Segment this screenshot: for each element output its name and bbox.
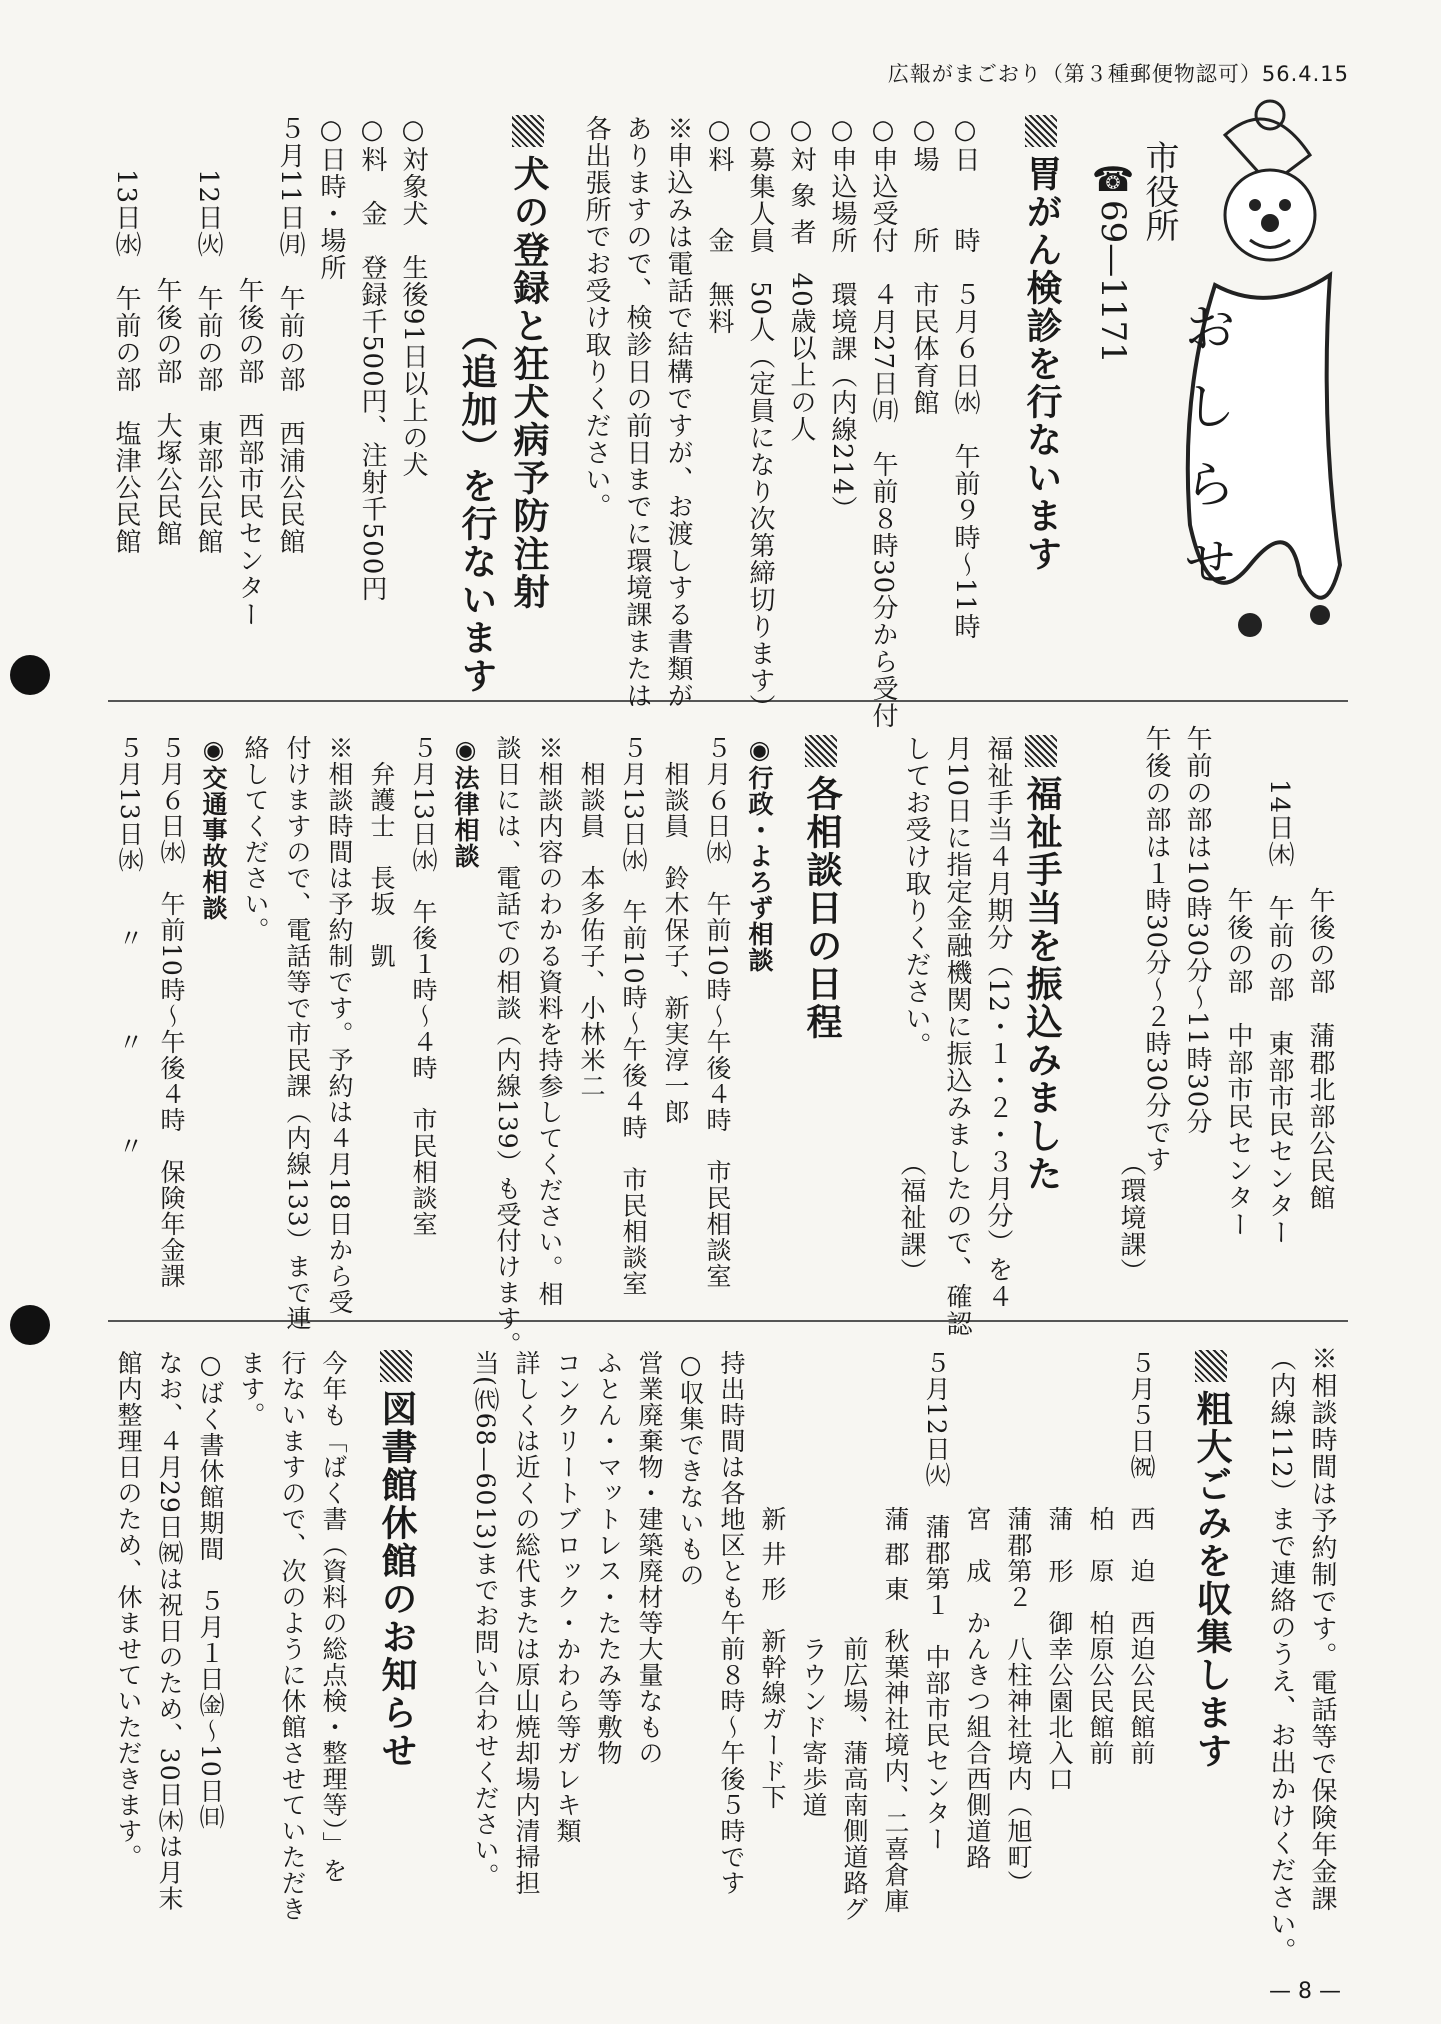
text-line: ○申込場所 環境課（内線214） <box>827 115 857 523</box>
section-body <box>575 115 985 729</box>
text-line: 柏 原 柏原公民館前 <box>1086 1350 1115 1766</box>
section-body <box>1260 1345 1342 1965</box>
section-mark-icon <box>805 735 837 767</box>
text-line: 午後の部 大塚公民館 <box>152 115 182 547</box>
text-line: なお、４月29日㈷は祝日のため、30日㈭は月末 <box>155 1350 184 1912</box>
text-line: ふとん・マットレス・たたみ等敷物 <box>594 1350 623 1766</box>
section-title: 各相談日の日程 <box>795 735 847 1041</box>
text-line: ○場 所 市民体育館 <box>909 115 939 416</box>
text-line: 前広場、蒲高南側道路グ <box>840 1350 869 1922</box>
text-line: （内線112）まで連絡のうえ、お出かけください。 <box>1266 1345 1296 1965</box>
text-line: 当(㈹68—6013)までお問い合わせください。 <box>471 1350 500 1889</box>
text-line: 館内整理日のため、休ませていただきます。 <box>114 1350 143 1870</box>
text-line: 宮 成 かんきつ組合西側道路 <box>963 1350 992 1870</box>
text-line: ５月６日㈬ 午前10時〜午後４時 市民相談室 <box>703 735 732 1289</box>
office-name: 市役所 <box>1139 140 1179 242</box>
office-phone: ☎69—1171 <box>1093 160 1133 364</box>
section-body <box>1135 725 1340 1246</box>
section-body <box>465 1350 1162 1922</box>
text-line: 午後の部 中部市民センター <box>1223 725 1253 1238</box>
text-line: ５月13日㈬ 午前10時〜午後４時 市民相談室 <box>619 735 648 1297</box>
text-line: ※申込みは電話で結構ですが、お渡しする書類が <box>663 115 693 709</box>
text-line: ○料 金 無料 <box>704 115 734 335</box>
section-body <box>108 1350 354 1922</box>
section-note: （環境課） <box>1116 1150 1146 1285</box>
text-line: ラウンド寄歩道 <box>799 1350 828 1818</box>
banner-text <box>1175 290 1245 602</box>
text-line: ※相談内容のわかる資料を持参してください。相 <box>535 735 564 1307</box>
text-line: ５月６日㈬ 午前10時〜午後４時 保険年金課 <box>157 735 186 1289</box>
text-line: ます。 <box>237 1350 266 1428</box>
text-line: 絡してください。 <box>241 735 270 943</box>
text-line: 月10日に指定金融機関に振込みましたので、確認 <box>942 735 972 1338</box>
text-line: ５月13日㈬ 午後１時〜４時 市民相談室 <box>409 735 438 1237</box>
punch-hole <box>10 1305 50 1345</box>
section-mark-icon <box>1025 735 1057 767</box>
section-title: 図書館休館のお知らせ <box>370 1350 422 1770</box>
text-line: 談日には、電話での相談（内線139）も受付けます。 <box>493 735 522 1358</box>
text-line: 今年も「ばく書（資料の総点検・整理等）」を <box>319 1350 348 1884</box>
text-line: 午後の部 蒲郡北部公民館 <box>1305 725 1335 1211</box>
banner-char: せ <box>1185 534 1235 592</box>
page-number: — 8 — <box>1269 1979 1341 2004</box>
text-line: 付けますので、電話等で市民課（内線133）まで連 <box>283 735 312 1332</box>
text-line: 蒲 形 御幸公園北入口 <box>1045 1350 1074 1792</box>
text-line: ◉行政・よろず相談 <box>745 735 774 973</box>
banner-char: し <box>1185 378 1235 436</box>
text-line: ◉交通事故相談 <box>199 735 228 921</box>
section-note: （福祉課） <box>896 1150 926 1285</box>
text-line: ○対 象 者 40歳以上の人 <box>786 115 816 443</box>
text-line: ※相談時間は予約制です。電話等で保険年金課 <box>1307 1345 1337 1912</box>
text-line: ○対象犬 生後91日以上の犬 <box>398 115 428 479</box>
section-mark-icon <box>1025 115 1057 147</box>
text-line: 午前の部は10時30分〜11時30分 <box>1182 725 1212 1136</box>
text-line: 各出張所でお受け取りください。 <box>581 115 611 520</box>
section-mark-icon <box>512 115 544 147</box>
text-line: 13日㈬ 午前の部 塩津公民館 <box>111 115 141 556</box>
text-line: 新 井 形 新幹線ガード下 <box>758 1350 787 1810</box>
page-header: 広報がまごおり（第３種郵便物認可）56.4.15 <box>887 62 1349 86</box>
text-line: コンクリートブロック・かわら等ガレキ類 <box>553 1350 582 1844</box>
text-line: 持出時間は各地区とも午前８時〜午後５時です <box>717 1350 746 1896</box>
text-line: ◉法律相談 <box>451 735 480 869</box>
text-line: ○料 金 登録千500円、注射千500円 <box>357 115 387 603</box>
banner-char: ら <box>1185 456 1235 514</box>
text-line: 蒲 郡 東 秋葉神社境内、二喜倉庫 <box>881 1350 910 1914</box>
text-line: 行ないますので、次のように休館させていただき <box>278 1350 307 1922</box>
text-line: 相談員 本多佑子、小林米二 <box>577 735 606 1099</box>
text-line: ５月13日㈬ 〃 〃 〃 <box>115 735 144 1159</box>
text-line: ○ばく書休館期間 ５月１日㈮〜10日㈰ <box>196 1350 225 1830</box>
section-title: 福祉手当を振込みました <box>1015 735 1067 1193</box>
section-body <box>108 735 780 1358</box>
section-body <box>105 115 433 628</box>
text-line: 詳しくは近くの総代または原山焼却場内清掃担 <box>512 1350 541 1896</box>
text-line: 福祉手当４月期分（12・１・２・３月分）を４ <box>983 735 1013 1311</box>
text-line: ５月11日㈪ 午前の部 西浦公民館 <box>275 115 305 556</box>
text-line: ○日 時 ５月６日㈬ 午前９時〜11時 <box>950 115 980 641</box>
section-mark-icon <box>1195 1350 1227 1382</box>
text-line: 営業廃棄物・建築廃材等大量なもの <box>635 1350 664 1766</box>
section-title: 犬の登録と狂犬病予防注射 （追加）を行ないます <box>450 115 554 695</box>
section-title: 胃がん検診を行ないます <box>1015 115 1067 573</box>
text-line: ○日時・場所 <box>316 115 346 281</box>
punch-hole <box>10 655 50 695</box>
text-line: 蒲郡第２ 八柱神社境内（旭町） <box>1004 1350 1033 1896</box>
text-line: ５月５日㈷ 西 迫 西迫公民館前 <box>1127 1350 1156 1766</box>
text-line: ※相談時間は予約制です。予約は４月18日から受 <box>325 735 354 1315</box>
text-line: ５月12日㈫ 蒲郡第１ 中部市民センター <box>922 1350 951 1852</box>
section-title: 粗大ごみを収集します <box>1185 1350 1237 1770</box>
text-line: 午後の部は１時30分〜２時30分です <box>1141 725 1171 1174</box>
text-line: 12日㈫ 午前の部 東部公民館 <box>193 115 223 556</box>
text-line: 14日㈭ 午前の部 東部市民センター <box>1264 725 1294 1247</box>
text-line: ありますので、検診日の前日までに環境課または <box>622 115 652 709</box>
banner-char: お <box>1185 300 1235 358</box>
text-line: 午後の部 西部市民センター <box>234 115 264 628</box>
text-line: 弁護士 長坂 凱 <box>367 735 396 969</box>
text-line: ○申込受付 ４月27日㈪ 午前８時30分から受付 <box>868 115 898 730</box>
office-info <box>1090 140 1182 364</box>
section-mark-icon <box>380 1350 412 1382</box>
text-line: ○収集できないもの <box>676 1350 705 1588</box>
text-line: してお受け取りください。 <box>901 735 931 1059</box>
text-line: 相談員 鈴木保子、新実淳一郎 <box>661 735 690 1125</box>
text-line: ○募集人員 50人（定員になり次第締切ります） <box>745 115 775 722</box>
